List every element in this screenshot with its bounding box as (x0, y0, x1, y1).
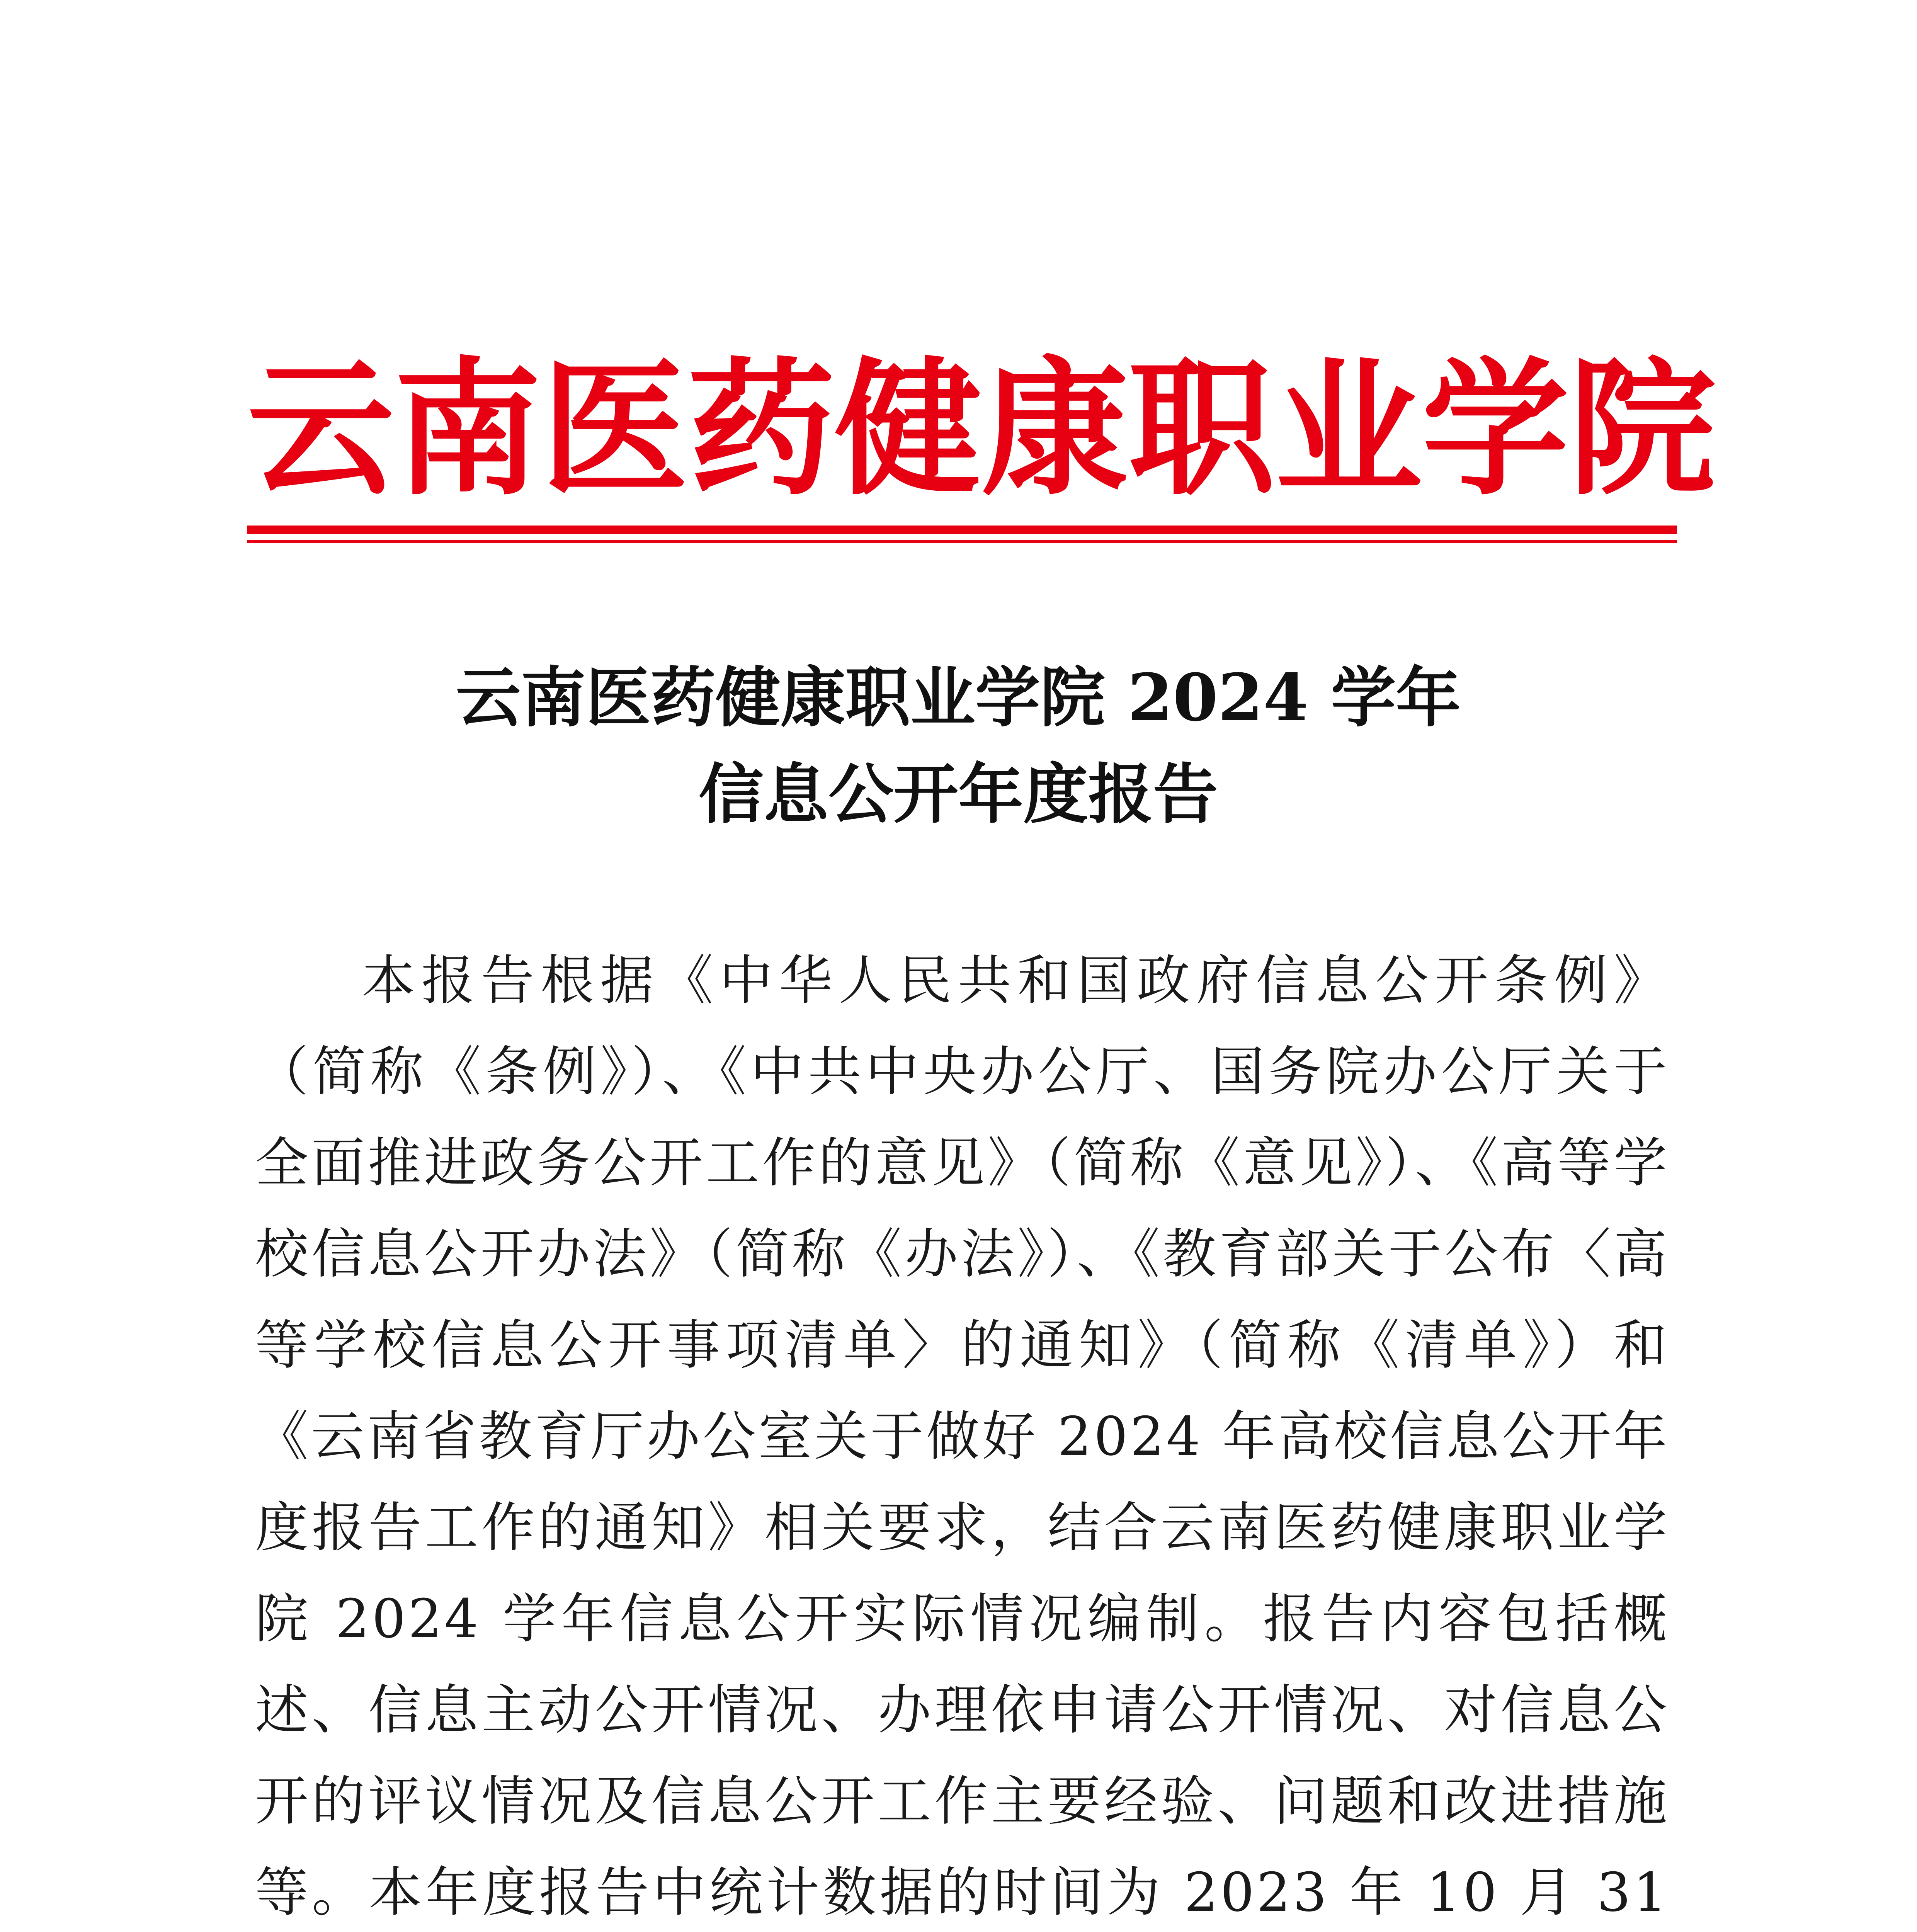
letterhead-char: 云 (247, 342, 394, 515)
letterhead-char: 健 (835, 342, 981, 515)
document-title-line-1: 云南医药健康职业学院 2024 学年 (456, 659, 1461, 736)
document-title-line-2: 信息公开年度报告 (699, 756, 1218, 832)
letterhead-char: 业 (1275, 342, 1422, 515)
letterhead-char: 医 (541, 342, 688, 515)
letterhead-char: 药 (688, 342, 835, 515)
letterhead-divider-thin (247, 540, 1677, 543)
letterhead-char: 职 (1128, 342, 1275, 515)
body-paragraph-intro: 本报告根据《中华人民共和国政府信息公开条例》（简称《条例》）、《中共中央办公厅、国务院办公厅关于全面推进政务公开工作的意见》（简称《意见》）、《高等学校信息公开办法》（简称《办法》）、《教育部关于公布〈高等学校信息公开事项清单〉的通知》（简称《清单》）和《云南省教育厅办公室关于做好 2024 年高校信息公开年度报告工作的通知》相关要求，结合云南医药健康职业学院 2024 学年信息公开实际情况编制。报告内容包括概述、信息主动公开情况、办理依申请公开情况、对信息公开的评议情况及信息公开工作主要经验、问题和改进措施等。本年度报告中统计数据的时间为 2023 年 10 月 31 (255, 949, 1669, 1923)
letterhead-char: 南 (394, 342, 541, 515)
letterhead-institution-name (247, 340, 1716, 518)
letterhead-divider-thick (247, 526, 1677, 534)
letterhead-char: 院 (1569, 342, 1716, 515)
letterhead-char: 学 (1422, 342, 1569, 515)
letterhead-char: 康 (981, 342, 1128, 515)
document-body (255, 935, 1669, 1932)
